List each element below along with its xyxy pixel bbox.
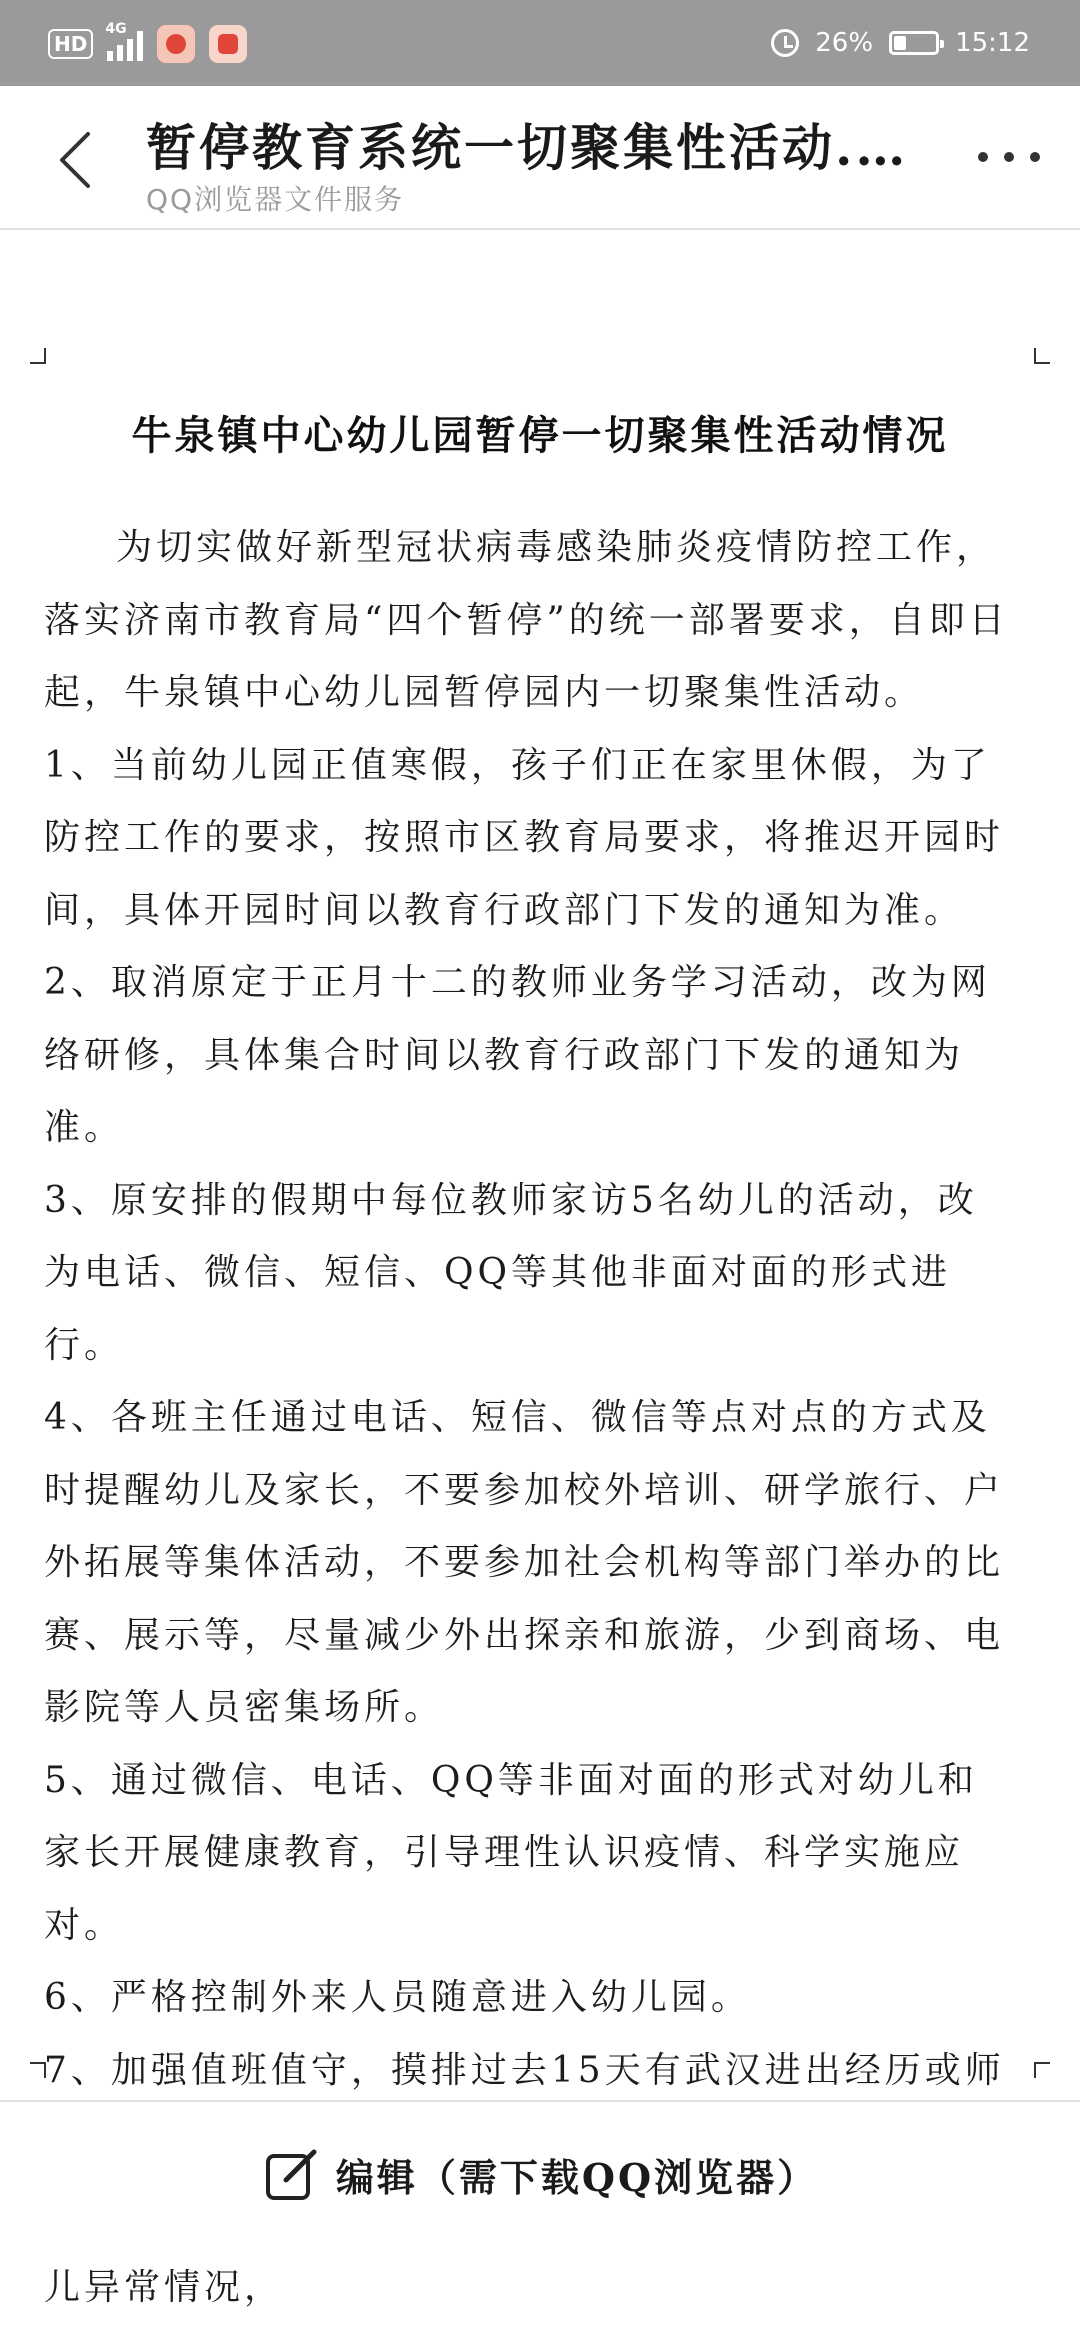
document-title: 暂停教育系统一切聚集性活动.… (146, 118, 909, 177)
paragraph-item-7: 7、加强值班值守，摸排过去15天有武汉进出经历或师 儿异常情况， (44, 2049, 1005, 2308)
paragraph-item-5: 5、通过微信、电话、QQ等非面对面的形式对幼儿和家长开展健康教育，引导理性认识疫情、科学实施应对。 (44, 1759, 978, 1946)
document-source: QQ浏览器文件服务 (146, 183, 405, 216)
alarm-icon (771, 29, 799, 57)
paragraph-item-3: 3、原安排的假期中每位教师家访5名幼儿的活动，改为电话、微信、短信、QQ等其他非面对面的形式进行。 (44, 1179, 978, 1366)
document-heading: 牛泉镇中心幼儿园暂停一切聚集性活动情况 (131, 412, 949, 459)
hd-badge: HD (48, 29, 93, 59)
document-body (44, 512, 1010, 2325)
paragraph-item-4: 4、各班主任通过电话、短信、微信等点对点的方式及时提醒幼儿及家长，不要参加校外培训、研学旅行、户外拓展等集体活动，不要参加社会机构等部门举办的比赛、展示等，尽量减少外出探亲和旅游，少到商场、电影院等人员密集场所。 (44, 1397, 1005, 1728)
more-dots-icon[interactable] (978, 152, 1040, 162)
battery-percent: 26% (815, 28, 874, 58)
status-left (48, 21, 247, 64)
status-bar (0, 0, 1080, 86)
back-arrow-icon[interactable] (52, 130, 100, 190)
weibo-app-icon (157, 25, 195, 63)
battery-icon (889, 31, 939, 55)
page-corner-mark (1034, 348, 1050, 364)
paragraph-item-6: 6、严格控制外来人员随意进入幼儿园。 (44, 1977, 751, 2018)
edit-bar[interactable] (0, 2100, 1080, 2246)
paragraph-item-1: 1、当前幼儿园正值寒假，孩子们正在家里休假，为了防控工作的要求，按照市区教育局要求，将推迟开园时间，具体开园时间以教育行政部门下发的通知为准。 (44, 744, 1005, 931)
edit-button-label[interactable]: 编辑（需下载QQ浏览器） (335, 2154, 819, 2200)
paragraph-intro: 为切实做好新型冠状病毒感染肺炎疫情防控工作，落实济南市教育局“四个暂停”的统一部署要求，自即日起，牛泉镇中心幼儿园暂停园内一切聚集性活动。 (44, 527, 1009, 713)
clock: 15:12 (955, 28, 1030, 58)
network-type: 4G (105, 21, 127, 37)
app-notification-icon (209, 25, 247, 63)
signal-icon (105, 21, 143, 61)
page-corner-mark (1034, 2062, 1050, 2078)
edit-icon[interactable] (262, 2144, 322, 2204)
app-header (0, 86, 1080, 230)
page-corner-mark (30, 348, 46, 364)
paragraph-item-2: 2、取消原定于正月十二的教师业务学习活动，改为网络研修，具体集合时间以教育行政部门下发的通知为准。 (44, 962, 991, 1148)
status-right (771, 22, 1030, 64)
